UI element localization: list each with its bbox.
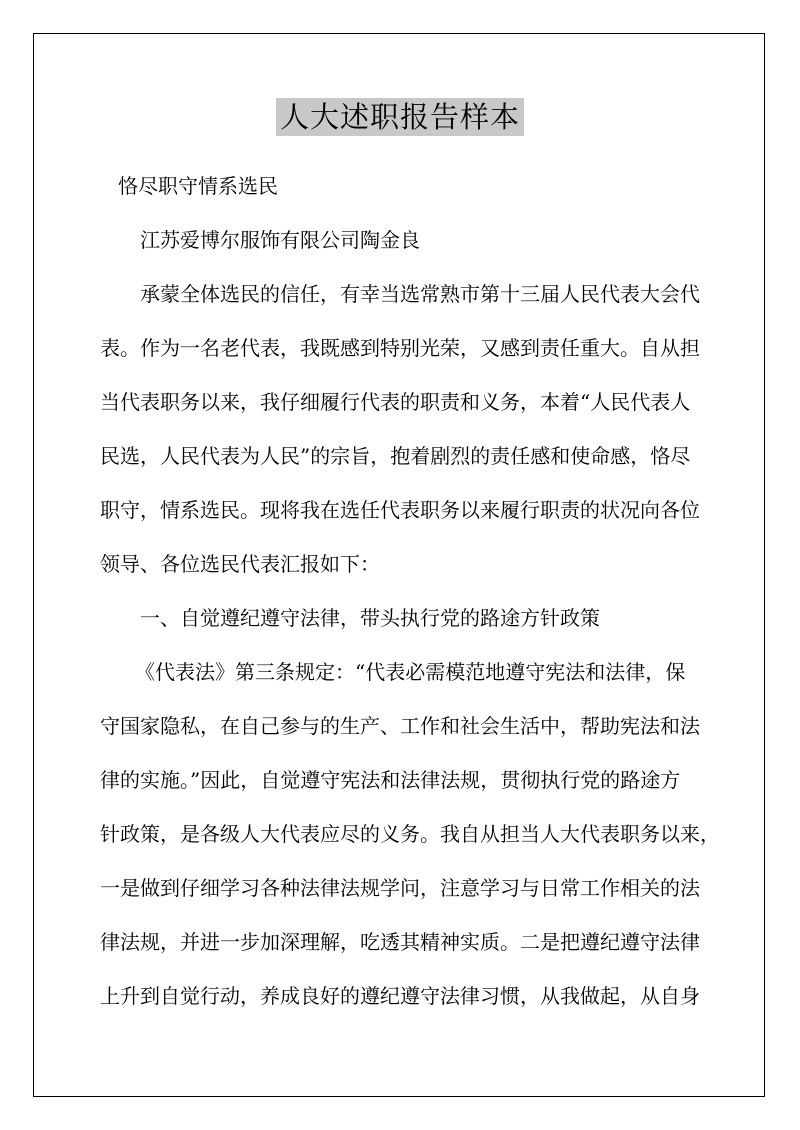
document-body <box>100 168 720 1032</box>
paragraph-line: 表。作为一名老代表，我既感到特别光荣，又感到责任重大。自从担 <box>100 336 700 360</box>
paragraph-line: 律法规，并进一步加深理解，吃透其精神实质。二是把遵纪遵守法律 <box>100 930 700 954</box>
paragraph-line: 一是做到仔细学习各种法律法规学问，注意学习与日常工作相关的法 <box>100 876 700 900</box>
paragraph-line: 当代表职务以来，我仔细履行代表的职责和义务，本着“人民代表人 <box>100 390 691 414</box>
paragraph-line: 守国家隐私，在自己参与的生产、工作和社会生活中，帮助宪法和法 <box>100 714 700 738</box>
paragraph-line: 民选，人民代表为人民”的宗旨，抱着剧烈的责任感和使命感，恪尽 <box>100 444 691 468</box>
paragraph-line: 针政策，是各级人大代表应尽的义务。我自从担当人大代表职务以来， <box>100 822 720 846</box>
paragraph-line: 律的实施。”因此，自觉遵守宪法和法律法规，贯彻执行党的路途方 <box>100 768 681 792</box>
section-heading-1: 一、自觉遵纪遵守法律，带头执行党的路途方针政策 <box>140 606 600 630</box>
paragraph-2 <box>100 654 720 1032</box>
paragraph-1 <box>100 276 704 600</box>
document-title: 人大述职报告样本 <box>276 98 524 136</box>
slogan-line: 恪尽职守情系选民 <box>118 174 278 198</box>
paragraph-line: 上升到自觉行动，养成良好的遵纪遵守法律习惯，从我做起，从自身 <box>100 984 700 1008</box>
paragraph-line: 《代表法》第三条规定：“代表必需模范地遵守宪法和法律，保 <box>135 660 686 684</box>
paragraph-line: 领导、各位选民代表汇报如下： <box>100 552 380 576</box>
title-wrapper <box>0 98 800 136</box>
author-line: 江苏爱博尔服饰有限公司陶金良 <box>140 228 420 252</box>
paragraph-line: 职守，情系选民。现将我在选任代表职务以来履行职责的状况向各位 <box>100 498 700 522</box>
paragraph-line: 承蒙全体选民的信任，有幸当选常熟市第十三届人民代表大会代 <box>140 282 700 306</box>
